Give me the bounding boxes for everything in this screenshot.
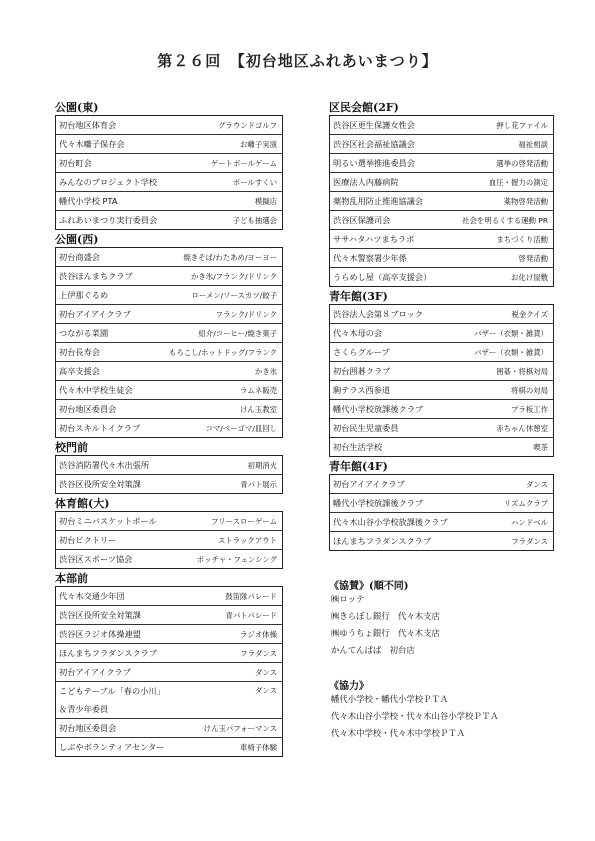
table-row	[56, 549, 282, 568]
activity-label: もろこし/ホットドッグ/フランク	[168, 347, 277, 357]
group-name: 代々木中学校生徒会	[59, 384, 133, 395]
activity-label: フリースローゲーム	[211, 516, 277, 526]
table-row	[330, 493, 553, 512]
activity-label: 税金クイズ	[511, 309, 548, 319]
group-name: さくらグループ	[333, 346, 390, 357]
group-name: 初台アイアイクラブ	[59, 666, 131, 677]
group-name: 渋谷消防署代々木出張所	[59, 459, 150, 470]
activity-label: けん玉教室	[240, 404, 277, 414]
group-name: 渋谷法人会第８ブロック	[333, 308, 423, 319]
group-name: 初台長寿会	[59, 346, 100, 357]
table-row	[330, 437, 553, 456]
table-row	[56, 456, 282, 474]
group-name: 渋谷区役所安全対策課	[59, 609, 141, 620]
group-name: 初台町会	[59, 157, 92, 168]
group-name: 代々木警察署少年係	[333, 252, 407, 263]
activity-label: 青パト展示	[240, 479, 277, 489]
group-name: 初台囲碁クラブ	[333, 365, 391, 376]
group-name: ほんまちフラダンスクラブ	[59, 647, 158, 658]
group-name: 渋谷区社会福祉協議会	[333, 138, 415, 149]
group-name: 初台ミニバスケットボール	[59, 515, 157, 526]
activity-label: ボールすくい	[232, 177, 277, 187]
cooperation-item: 代々木山谷小学校・代々木山谷小学校ＰＴＡ	[331, 711, 499, 721]
section-title: 校門前	[55, 441, 88, 454]
sponsors-title: 《協賛》(順不同)	[329, 581, 409, 592]
group-name: 初台商盛会	[59, 251, 100, 262]
group-name: 初台地区委員会	[59, 403, 117, 414]
group-name: ほんまちフラダンスクラブ	[333, 535, 432, 546]
table-row	[56, 210, 282, 229]
activity-label: 血圧・握力の測定	[488, 177, 548, 187]
table-row	[330, 116, 553, 134]
table-row	[56, 512, 282, 530]
group-name: うらめし屋（高卒支援会）	[333, 271, 432, 282]
activity-label: ダンス	[254, 686, 277, 695]
section-title: 青年館(4F)	[329, 460, 388, 473]
activity-label: ラムネ販売	[240, 385, 277, 395]
table-row	[56, 643, 282, 662]
group-name-line2: ＆青少年委員	[59, 704, 109, 714]
table-row	[330, 210, 553, 229]
table-row	[56, 361, 282, 380]
group-name: 初台生活学校	[333, 441, 383, 452]
activity-label: ハンドベル	[511, 517, 548, 527]
table-row	[330, 153, 553, 172]
table-row	[330, 399, 553, 418]
section-table	[55, 455, 283, 494]
activity-label: かき氷	[254, 366, 277, 376]
activity-label: フラダンス	[240, 648, 277, 658]
table-row	[330, 305, 553, 323]
cooperation-title: 《協力》	[329, 681, 369, 692]
cooperation-list	[329, 691, 554, 742]
table-row	[56, 134, 282, 153]
table-row	[56, 342, 282, 361]
section-table	[55, 247, 283, 438]
table-row	[56, 418, 282, 437]
activity-label: ローメン/ソースカツ/餃子	[191, 290, 277, 300]
section-table	[329, 115, 554, 287]
activity-label: 囲碁・将棋対局	[496, 366, 548, 376]
section-table	[329, 474, 554, 551]
activity-label: ラジオ体操	[240, 629, 277, 639]
group-name: 幡代小学校 PTA	[59, 195, 118, 206]
table-row	[330, 267, 553, 286]
group-name: 初台アイアイクラブ	[59, 308, 131, 319]
activity-label: 福祉相談	[518, 139, 548, 149]
sponsor-item: ㈱ゆうちょ銀行 代々木支店	[331, 628, 440, 638]
activity-label: ストラックアウト	[218, 535, 277, 545]
activity-label: 紹介/コーヒー/焼き菓子	[198, 328, 277, 338]
activity-label: 社会を明るくする運動 PR	[462, 215, 548, 225]
group-name: こどもテーブル「春の小川」	[59, 686, 165, 696]
group-name: ササハタハツまちラボ	[333, 233, 415, 244]
group-name: 渋谷区保護司会	[333, 214, 391, 225]
sponsor-list	[329, 591, 554, 659]
activity-label: お囃子実演	[240, 139, 277, 149]
activity-label: 啓発活動	[518, 253, 548, 263]
table-row	[56, 624, 282, 643]
group-name: 渋谷ほんまちクラブ	[59, 270, 133, 281]
activity-label: まちづくり活動	[496, 234, 548, 244]
group-name: 幡代小学校放課後クラブ	[333, 497, 424, 508]
table-row	[56, 304, 282, 323]
group-name: 高卒支援会	[59, 365, 100, 376]
table-row	[330, 172, 553, 191]
group-name: つながる菜園	[59, 327, 109, 338]
table-row	[56, 323, 282, 342]
sponsor-item: かんてんぱぱ 初台店	[331, 645, 415, 655]
table-row	[56, 662, 282, 681]
table-row	[330, 229, 553, 248]
section-title: 本部前	[55, 572, 88, 585]
table-row	[56, 191, 282, 210]
activity-label: プラ板工作	[511, 404, 548, 414]
group-name: 渋谷区スポーツ協会	[59, 553, 133, 564]
table-row	[330, 342, 553, 361]
activity-label: コマ/ベーゴマ/皿回し	[205, 423, 277, 433]
group-name: 代々木山谷小学校放課後クラブ	[333, 516, 448, 527]
table-row	[330, 418, 553, 437]
activity-label: 模擬店	[254, 196, 277, 206]
table-row	[330, 323, 553, 342]
table-row	[56, 153, 282, 172]
activity-label: 押し花ファイル	[496, 120, 548, 130]
sponsor-item: ㈱ロッテ	[331, 594, 365, 604]
activity-label: グラウンドゴルフ	[218, 120, 277, 130]
activity-label: フランク/ドリンク	[215, 309, 277, 319]
activity-label: バザー（衣類・雑貨）	[474, 347, 548, 357]
activity-label: ゲートボールゲーム	[210, 158, 277, 168]
activity-label: 将棋の対局	[511, 385, 548, 395]
table-row	[56, 587, 282, 605]
activity-label: 鼓笛隊パレード	[225, 591, 277, 601]
group-name: 初台スキルトイクラブ	[59, 422, 141, 433]
table-row	[56, 681, 282, 718]
table-row	[56, 530, 282, 549]
group-name: 医療法人内藤病院	[333, 176, 399, 187]
left-column	[55, 98, 283, 757]
table-row	[330, 134, 553, 153]
group-name: 初台アイアイクラブ	[333, 478, 405, 489]
group-name: 上伊那ぐるめ	[59, 289, 109, 300]
group-name: 駒テラス西参道	[333, 384, 391, 395]
table-row	[330, 191, 553, 210]
table-row	[56, 380, 282, 399]
activity-label: ダンス	[525, 479, 548, 489]
group-name: 明るい選挙推進委員会	[333, 157, 415, 168]
table-row	[56, 266, 282, 285]
section-title: 公園(東)	[55, 101, 99, 114]
cooperation-item: 幡代小学校・幡代小学校ＰＴＡ	[331, 694, 449, 704]
group-name: 渋谷区役所安全対策課	[59, 478, 141, 489]
table-row	[56, 248, 282, 266]
group-name: 代々木母の会	[333, 327, 383, 338]
activity-label: ボッチャ・フェンシング	[196, 554, 277, 564]
group-name: ふれあいまつり実行委員会	[59, 214, 158, 225]
activity-label: 喫茶	[533, 442, 548, 452]
group-name: 渋谷区ラジオ体操連盟	[59, 628, 141, 639]
activity-label: 選挙の啓発活動	[496, 158, 548, 168]
table-row	[330, 248, 553, 267]
section-title: 区民会館(2F)	[329, 101, 399, 114]
activity-label: 車椅子体験	[240, 742, 277, 752]
section-table	[55, 115, 283, 230]
activity-label: 青パトパレード	[225, 610, 277, 620]
group-name: みんなのプロジェクト学校	[59, 176, 158, 187]
activity-label: 赤ちゃん休憩室	[496, 423, 548, 433]
section-title: 青年館(3F)	[329, 290, 388, 303]
table-row	[56, 474, 282, 493]
group-name: 初台民生児童委員	[333, 422, 399, 433]
activity-label: かき氷/フランク/ドリンク	[191, 271, 277, 281]
section-title: 体育館(大)	[55, 497, 110, 510]
group-name: 薬物乱用防止推進協議会	[333, 195, 424, 206]
table-row	[330, 512, 553, 531]
section-table	[55, 511, 283, 569]
table-row	[56, 116, 282, 134]
group-name: 渋谷区更生保護女性会	[333, 119, 415, 130]
table-row	[56, 399, 282, 418]
group-name: 幡代小学校放課後クラブ	[333, 403, 424, 414]
table-row	[56, 285, 282, 304]
table-row	[330, 380, 553, 399]
activity-label: お化け屋敷	[511, 272, 548, 282]
activity-label: フラダンス	[511, 536, 548, 546]
activity-label: けん玉パフォーマンス	[203, 723, 277, 733]
right-column	[329, 98, 554, 742]
group-name: 初台地区体育会	[59, 119, 117, 130]
right-tables	[329, 100, 554, 551]
row-line	[59, 682, 277, 700]
group-name: 代々木交通少年団	[59, 590, 125, 601]
activity-label: 子ども抽選会	[232, 215, 277, 225]
activity-label: 薬物啓発活動	[503, 196, 548, 206]
table-row	[330, 475, 553, 493]
group-name: 代々木囃子保存会	[59, 138, 125, 149]
table-row	[330, 531, 553, 550]
table-row	[330, 361, 553, 380]
section-title: 公園(西)	[55, 233, 99, 246]
section-table	[55, 586, 283, 757]
table-row	[56, 737, 282, 756]
activity-label: 初期消火	[247, 460, 277, 470]
activity-label: バザー（衣類・雑貨）	[474, 328, 548, 338]
cooperation-item: 代々木中学校・代々木中学校ＰＴＡ	[331, 728, 465, 738]
activity-label: リズムクラブ	[503, 498, 548, 508]
group-name: しぶやボランティアセンター	[59, 741, 165, 752]
sponsor-item: ㈱きらぼし銀行 代々木支店	[331, 611, 440, 621]
section-table	[329, 304, 554, 457]
page-title: 第２６回 【初台地区ふれあいまつり】	[157, 52, 438, 70]
table-row	[56, 605, 282, 624]
group-name: 初台地区委員会	[59, 722, 117, 733]
activity-label: 焼きそば/わたあめ/ヨーヨー	[183, 252, 277, 262]
table-row	[56, 718, 282, 737]
group-name: 初台ビクトリー	[59, 534, 117, 545]
activity-label: ダンス	[254, 667, 277, 677]
table-row	[56, 172, 282, 191]
